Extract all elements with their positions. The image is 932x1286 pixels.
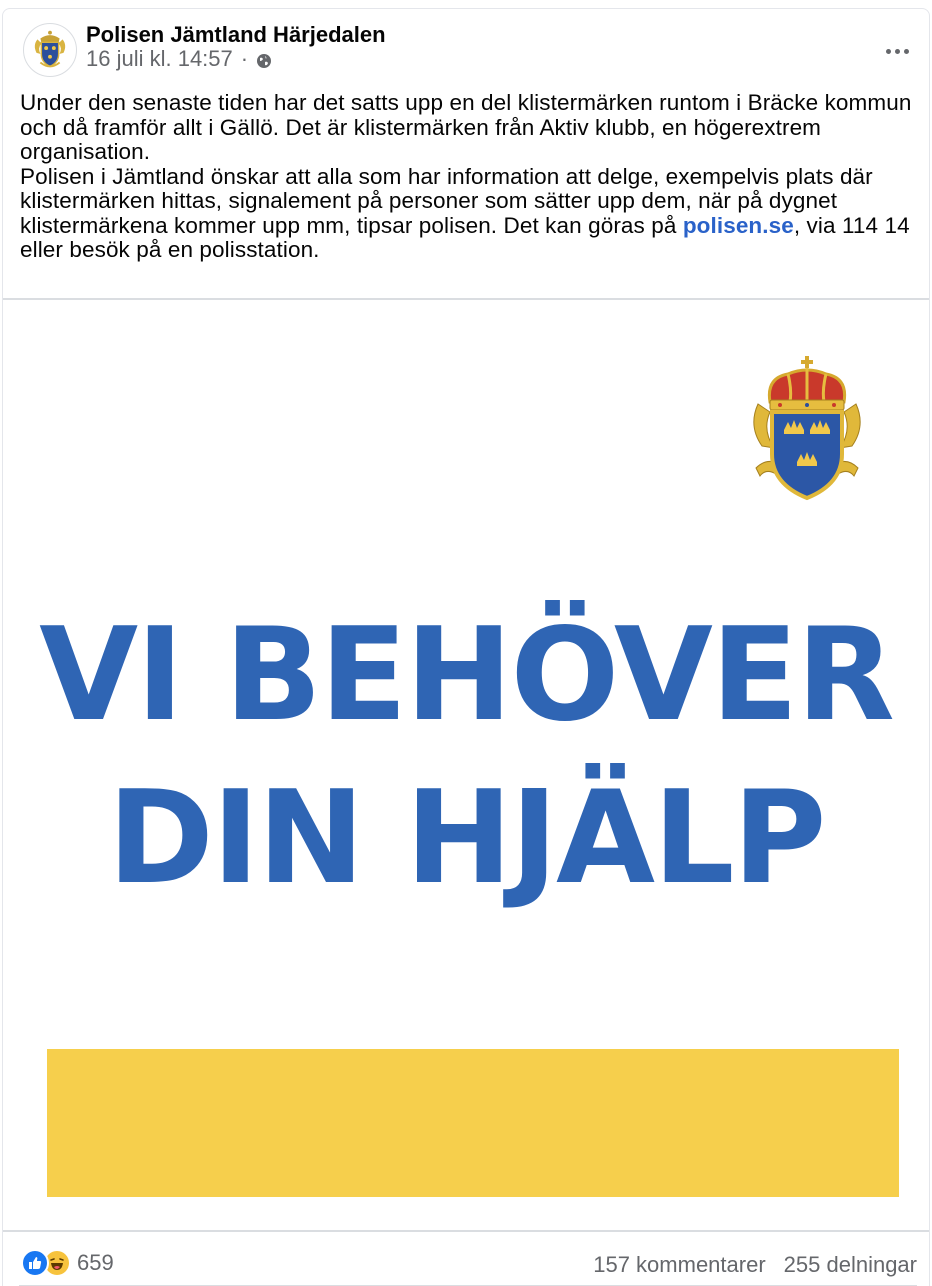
yellow-band <box>47 1049 899 1197</box>
polisen-link[interactable]: polisen.se <box>682 212 794 238</box>
like-icon <box>21 1249 49 1277</box>
headline-line-1: VI BEHÖVER <box>39 601 893 750</box>
comments-count[interactable]: 157 kommentarer <box>593 1252 766 1277</box>
post-paragraph-2-text: Polisen i Jämtland önskar att alla som har information att delge, exempelvis plats där klistermärken hittas, signalement på personer som sätter upp dem, när på dygnet klistermärkena kommer upp mm, tipsar polisen. Det kan göras på <box>20 163 873 238</box>
reaction-count: 659 <box>77 1250 114 1275</box>
reactions-summary[interactable] <box>21 1249 114 1277</box>
globe-icon[interactable] <box>256 53 272 69</box>
post-stats <box>593 1252 917 1278</box>
headline-line-2: DIN HJÄLP <box>107 764 825 913</box>
post-meta <box>86 46 272 72</box>
police-crest-icon <box>748 356 866 506</box>
post-paragraph-2 <box>20 165 920 263</box>
post-paragraph-2-end: , via 114 14 eller besök på en polisstation. <box>20 212 910 262</box>
more-horizontal-icon <box>886 49 891 54</box>
shares-count[interactable]: 255 delningar <box>783 1252 917 1277</box>
post-message <box>20 91 920 263</box>
police-crest-avatar-icon <box>24 24 76 76</box>
meta-separator: · <box>240 46 249 71</box>
post-timestamp[interactable]: 16 juli kl. 14:57 <box>86 46 233 71</box>
more-options-button[interactable] <box>879 39 915 63</box>
image-bottom-divider <box>3 1230 929 1232</box>
page-name-link[interactable]: Polisen Jämtland Härjedalen <box>86 22 386 47</box>
post-image[interactable] <box>3 300 929 1230</box>
post-card <box>2 8 930 1286</box>
post-paragraph-1: Under den senaste tiden har det satts upp en del klistermärken runtom i Bräcke kommun och då framför allt i Gällö. Det är klistermärken från Aktiv klubb, en högerextrem organisation. <box>20 90 912 164</box>
page-avatar[interactable] <box>23 23 77 77</box>
